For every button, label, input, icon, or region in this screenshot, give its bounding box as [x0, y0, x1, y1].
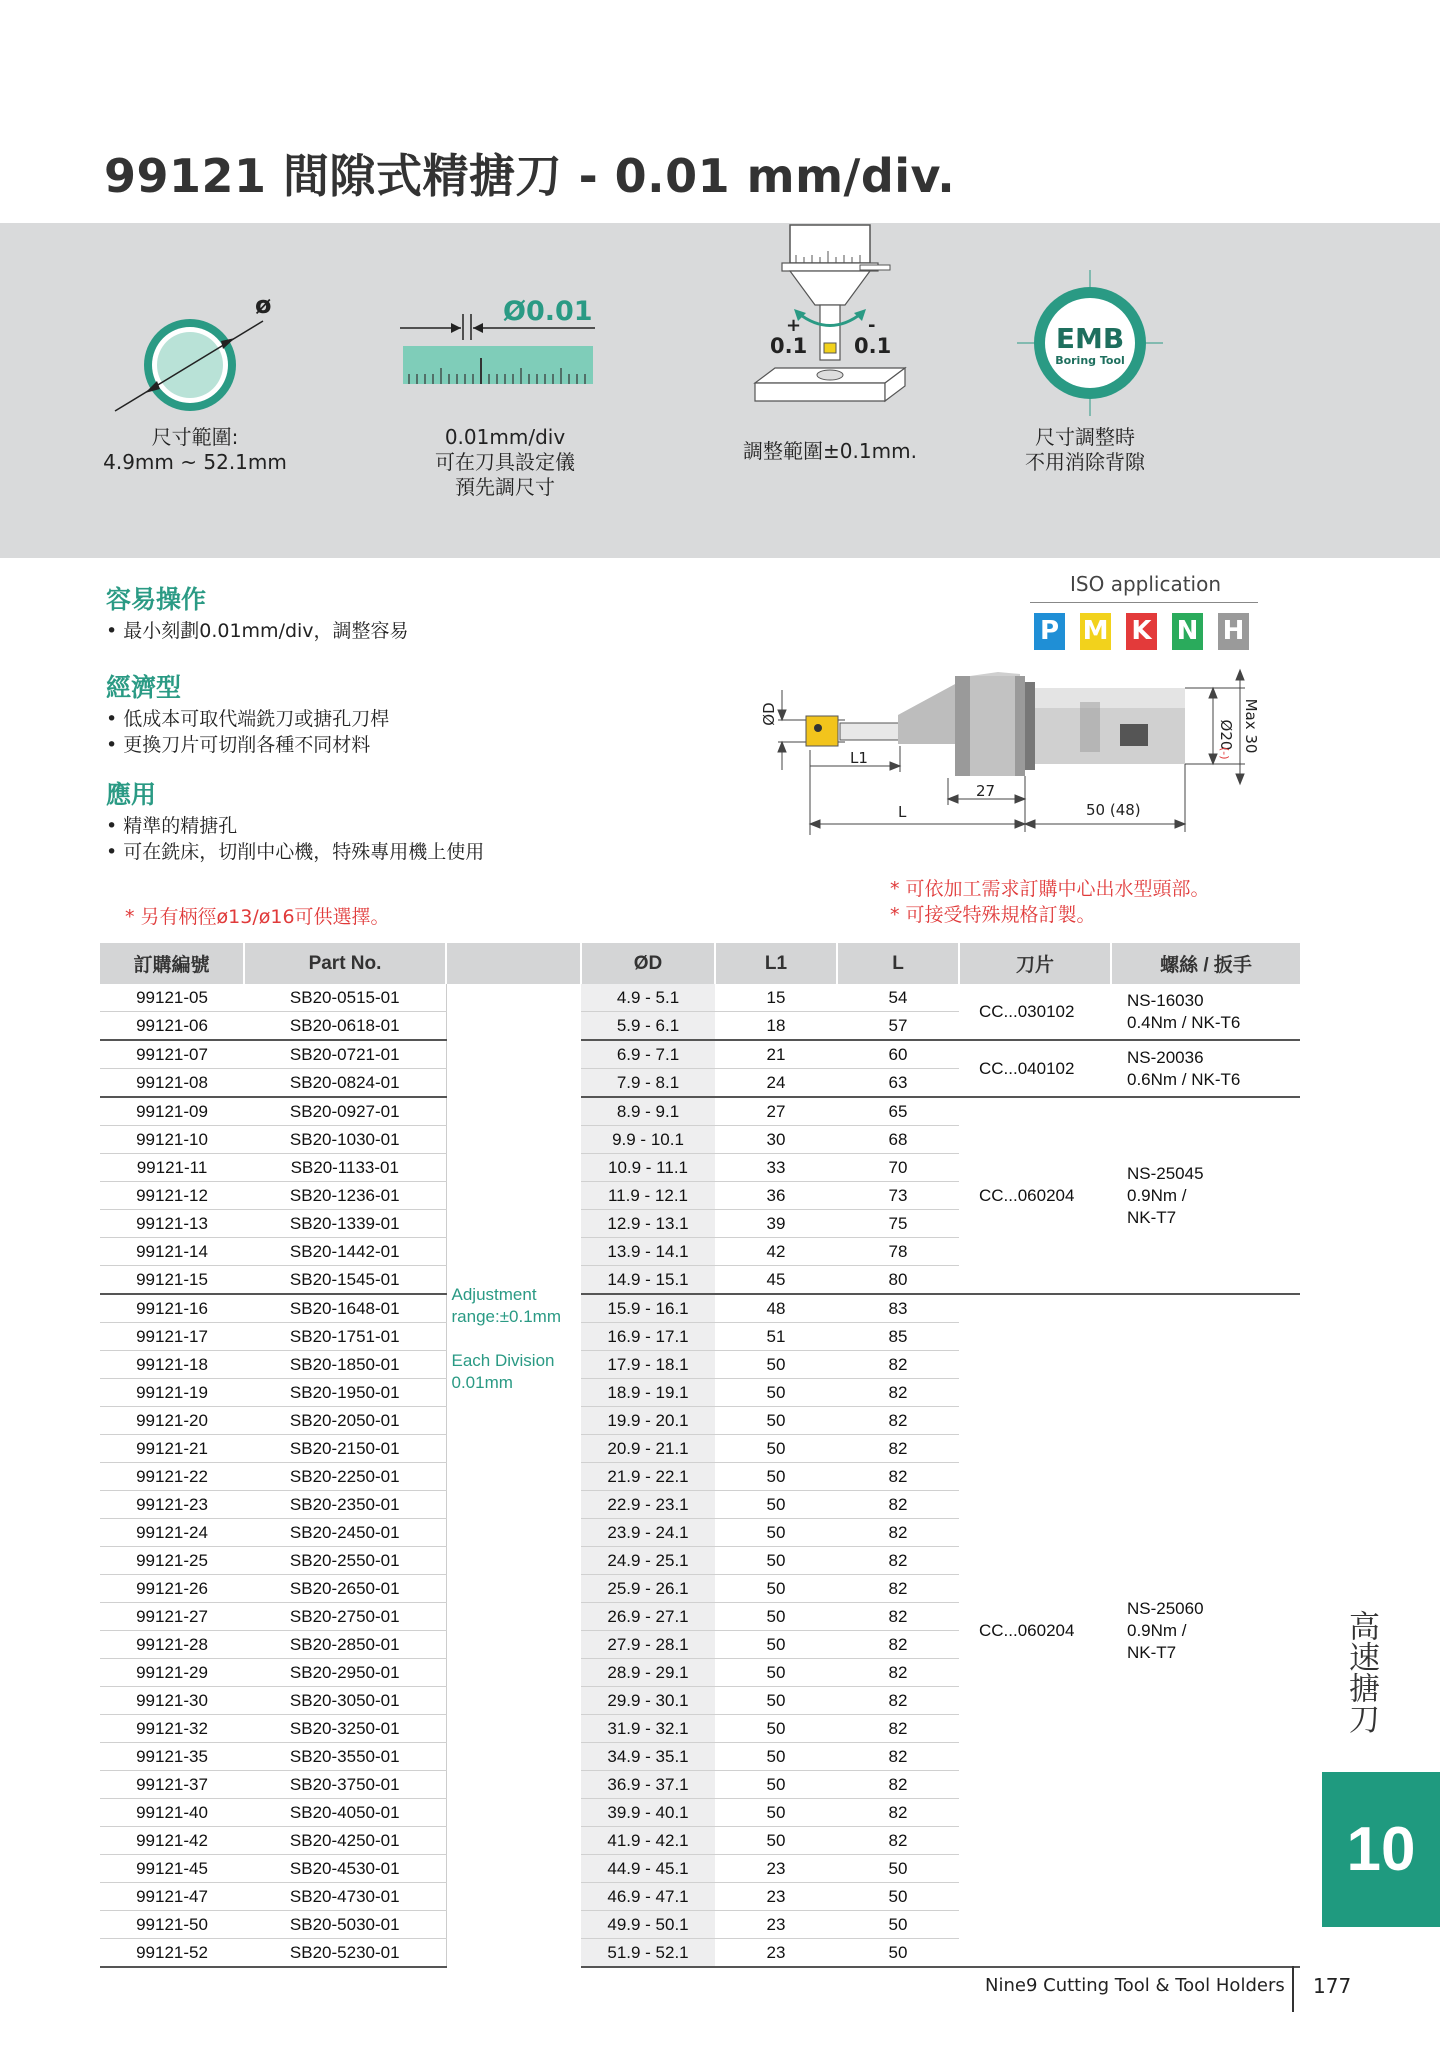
- l-cell: 78: [837, 1238, 959, 1266]
- order-no-cell: 99121-35: [100, 1743, 244, 1771]
- order-no-cell: 99121-47: [100, 1883, 244, 1911]
- iso-grade-h: H: [1218, 613, 1249, 650]
- order-no-cell: 99121-12: [100, 1182, 244, 1210]
- part-no-cell: SB20-1545-01: [244, 1266, 446, 1295]
- od-cell: 26.9 - 27.1: [581, 1603, 715, 1631]
- col-l1: L1: [715, 943, 837, 984]
- part-no-cell: SB20-1950-01: [244, 1379, 446, 1407]
- l1-cell: 50: [715, 1631, 837, 1659]
- od-cell: 23.9 - 24.1: [581, 1519, 715, 1547]
- feature-list-economy: • 低成本可取代端銑刀或搪孔刀桿 • 更換刀片可切削各種不同材料: [106, 708, 390, 756]
- chapter-number: 10: [1322, 1772, 1440, 1927]
- screw-wrench-cell: NS-16030 0.4Nm / NK-T6: [1111, 984, 1300, 1040]
- od-cell: 25.9 - 26.1: [581, 1575, 715, 1603]
- l-cell: 68: [837, 1126, 959, 1154]
- l1-cell: 18: [715, 1012, 837, 1041]
- footer-divider: [1292, 1966, 1294, 2012]
- order-no-cell: 99121-42: [100, 1827, 244, 1855]
- col-screw-wrench: 螺絲 / 扳手: [1111, 943, 1300, 984]
- order-no-cell: 99121-07: [100, 1040, 244, 1069]
- page-number: 177: [1313, 1974, 1352, 1998]
- l1-cell: 50: [715, 1407, 837, 1435]
- feature-heading-economy: 經濟型: [106, 673, 182, 702]
- order-no-cell: 99121-37: [100, 1771, 244, 1799]
- drawing-l1-label: L1: [850, 749, 868, 767]
- feature-list-easy: • 最小刻劃0.01mm/div，調整容易: [106, 620, 409, 642]
- part-no-cell: SB20-3250-01: [244, 1715, 446, 1743]
- part-no-cell: SB20-3050-01: [244, 1687, 446, 1715]
- screw-wrench-cell: NS-25045 0.9Nm / NK-T7: [1111, 1097, 1300, 1294]
- od-cell: 10.9 - 11.1: [581, 1154, 715, 1182]
- l-cell: 82: [837, 1827, 959, 1855]
- part-no-cell: SB20-2950-01: [244, 1659, 446, 1687]
- od-cell: 14.9 - 15.1: [581, 1266, 715, 1295]
- l1-cell: 23: [715, 1855, 837, 1883]
- l-cell: 82: [837, 1379, 959, 1407]
- iso-grade-n: N: [1172, 613, 1203, 650]
- part-no-cell: SB20-0618-01: [244, 1012, 446, 1041]
- part-no-cell: SB20-3550-01: [244, 1743, 446, 1771]
- od-cell: 22.9 - 23.1: [581, 1491, 715, 1519]
- part-no-cell: SB20-4050-01: [244, 1799, 446, 1827]
- footer-brand: Nine9 Cutting Tool & Tool Holders: [985, 1975, 1285, 1996]
- part-no-cell: SB20-3750-01: [244, 1771, 446, 1799]
- od-cell: 44.9 - 45.1: [581, 1855, 715, 1883]
- l-cell: 63: [837, 1069, 959, 1098]
- od-cell: 12.9 - 13.1: [581, 1210, 715, 1238]
- part-no-cell: SB20-2450-01: [244, 1519, 446, 1547]
- part-no-cell: SB20-1339-01: [244, 1210, 446, 1238]
- l1-cell: 15: [715, 984, 837, 1012]
- l-cell: 65: [837, 1097, 959, 1126]
- order-no-cell: 99121-45: [100, 1855, 244, 1883]
- order-no-cell: 99121-24: [100, 1519, 244, 1547]
- size-range-caption: 尺寸範圍: 4.9mm ~ 52.1mm: [103, 425, 287, 474]
- part-no-cell: SB20-0721-01: [244, 1040, 446, 1069]
- order-no-cell: 99121-28: [100, 1631, 244, 1659]
- od-cell: 17.9 - 18.1: [581, 1351, 715, 1379]
- od-cell: 6.9 - 7.1: [581, 1040, 715, 1069]
- od-cell: 8.9 - 9.1: [581, 1097, 715, 1126]
- od-cell: 24.9 - 25.1: [581, 1547, 715, 1575]
- l1-cell: 50: [715, 1743, 837, 1771]
- custom-notes: * 可依加工需求訂購中心出水型頭部。 * 可接受特殊規格訂製。: [890, 878, 1210, 926]
- part-no-cell: SB20-2850-01: [244, 1631, 446, 1659]
- l-cell: 83: [837, 1294, 959, 1323]
- insert-cell: CC...060204: [959, 1294, 1111, 1967]
- order-no-cell: 99121-23: [100, 1491, 244, 1519]
- order-no-cell: 99121-15: [100, 1266, 244, 1295]
- l-cell: 82: [837, 1659, 959, 1687]
- order-no-cell: 99121-08: [100, 1069, 244, 1098]
- part-no-cell: SB20-2650-01: [244, 1575, 446, 1603]
- l-cell: 82: [837, 1519, 959, 1547]
- od-cell: 31.9 - 32.1: [581, 1715, 715, 1743]
- minus-range: 0.1: [770, 334, 808, 358]
- od-cell: 13.9 - 14.1: [581, 1238, 715, 1266]
- l1-cell: 51: [715, 1323, 837, 1351]
- od-cell: 27.9 - 28.1: [581, 1631, 715, 1659]
- backlash-caption: 尺寸調整時 不用消除背隙: [1025, 425, 1145, 474]
- part-no-cell: SB20-0927-01: [244, 1097, 446, 1126]
- part-no-cell: SB20-2150-01: [244, 1435, 446, 1463]
- table-row: [100, 1040, 1300, 1069]
- od-cell: 16.9 - 17.1: [581, 1323, 715, 1351]
- part-no-cell: SB20-1442-01: [244, 1238, 446, 1266]
- insert-cell: CC...060204: [959, 1097, 1111, 1294]
- l1-cell: 23: [715, 1939, 837, 1968]
- part-no-cell: SB20-4530-01: [244, 1855, 446, 1883]
- l-cell: 54: [837, 984, 959, 1012]
- od-cell: 49.9 - 50.1: [581, 1911, 715, 1939]
- order-no-cell: 99121-18: [100, 1351, 244, 1379]
- feature-list-application: • 精準的精搪孔 • 可在銑床，切削中心機，特殊專用機上使用: [106, 815, 485, 863]
- emb-logo-icon: [1015, 268, 1165, 418]
- l1-cell: 23: [715, 1911, 837, 1939]
- order-no-cell: 99121-22: [100, 1463, 244, 1491]
- part-no-cell: SB20-2250-01: [244, 1463, 446, 1491]
- l-cell: 50: [837, 1855, 959, 1883]
- col-od: ØD: [581, 943, 715, 984]
- order-no-cell: 99121-19: [100, 1379, 244, 1407]
- l-cell: 50: [837, 1911, 959, 1939]
- od-cell: 18.9 - 19.1: [581, 1379, 715, 1407]
- division-caption: 0.01mm/div 可在刀具設定儀 預先調尺寸: [435, 425, 575, 499]
- l-cell: 82: [837, 1351, 959, 1379]
- col-insert: 刀片: [959, 943, 1111, 984]
- l1-cell: 50: [715, 1463, 837, 1491]
- drawing-27-label: 27: [976, 782, 996, 800]
- table-row: [100, 984, 1300, 1012]
- l-cell: 82: [837, 1547, 959, 1575]
- diameter-ring-icon: [105, 283, 285, 423]
- part-no-cell: SB20-1850-01: [244, 1351, 446, 1379]
- order-no-cell: 99121-40: [100, 1799, 244, 1827]
- part-no-cell: SB20-1236-01: [244, 1182, 446, 1210]
- order-no-cell: 99121-17: [100, 1323, 244, 1351]
- l-cell: 70: [837, 1154, 959, 1182]
- emb-logo-sub: Boring Tool: [1055, 354, 1125, 367]
- table-row: [100, 1097, 1300, 1126]
- l1-cell: 27: [715, 1097, 837, 1126]
- part-no-cell: SB20-1648-01: [244, 1294, 446, 1323]
- order-no-cell: 99121-13: [100, 1210, 244, 1238]
- l-cell: 82: [837, 1631, 959, 1659]
- order-no-cell: 99121-09: [100, 1097, 244, 1126]
- part-no-cell: SB20-2350-01: [244, 1491, 446, 1519]
- l-cell: 82: [837, 1743, 959, 1771]
- part-no-cell: SB20-4730-01: [244, 1883, 446, 1911]
- l1-cell: 50: [715, 1659, 837, 1687]
- screw-wrench-cell: NS-20036 0.6Nm / NK-T6: [1111, 1040, 1300, 1097]
- od-cell: 28.9 - 29.1: [581, 1659, 715, 1687]
- iso-grade-k: K: [1126, 613, 1157, 650]
- l-cell: 73: [837, 1182, 959, 1210]
- l-cell: 75: [837, 1210, 959, 1238]
- l-cell: 82: [837, 1715, 959, 1743]
- order-no-cell: 99121-11: [100, 1154, 244, 1182]
- od-cell: 29.9 - 30.1: [581, 1687, 715, 1715]
- part-no-cell: SB20-1030-01: [244, 1126, 446, 1154]
- diameter-symbol: ø: [255, 291, 272, 319]
- side-chapter-label: 高速搪刀: [1343, 1610, 1379, 1734]
- adjustment-tool-icon: [740, 223, 930, 423]
- l1-cell: 30: [715, 1126, 837, 1154]
- insert-cell: CC...030102: [959, 984, 1111, 1040]
- feature-banner: [0, 223, 1440, 558]
- spec-table: [100, 943, 1300, 1968]
- table-row: [100, 1294, 1300, 1323]
- order-no-cell: 99121-50: [100, 1911, 244, 1939]
- iso-grade-m: M: [1080, 613, 1111, 650]
- l-cell: 82: [837, 1771, 959, 1799]
- l-cell: 82: [837, 1799, 959, 1827]
- col-l: L: [837, 943, 959, 984]
- od-cell: 5.9 - 6.1: [581, 1012, 715, 1041]
- iso-divider: [1030, 602, 1258, 603]
- col-order-no: 訂購編號: [100, 943, 244, 984]
- l1-cell: 50: [715, 1603, 837, 1631]
- order-no-cell: 99121-10: [100, 1126, 244, 1154]
- adjust-range-caption: 調整範圍±0.1mm.: [743, 439, 917, 463]
- l-cell: 80: [837, 1266, 959, 1295]
- feature-heading-easy: 容易操作: [106, 585, 207, 614]
- col-part-no: Part No.: [244, 943, 446, 984]
- feature-heading-application: 應用: [106, 780, 157, 809]
- emb-logo-text: EMB: [1055, 322, 1125, 355]
- od-cell: 51.9 - 52.1: [581, 1939, 715, 1968]
- part-no-cell: SB20-1133-01: [244, 1154, 446, 1182]
- od-cell: 21.9 - 22.1: [581, 1463, 715, 1491]
- l1-cell: 50: [715, 1351, 837, 1379]
- page-title: 99121 間隙式精搪刀 - 0.01 mm/div.: [104, 149, 956, 203]
- od-cell: 7.9 - 8.1: [581, 1069, 715, 1098]
- od-cell: 41.9 - 42.1: [581, 1827, 715, 1855]
- l1-cell: 45: [715, 1266, 837, 1295]
- od-cell: 20.9 - 21.1: [581, 1435, 715, 1463]
- l1-cell: 24: [715, 1069, 837, 1098]
- table-header-row: [100, 943, 1300, 984]
- od-cell: 36.9 - 37.1: [581, 1771, 715, 1799]
- l1-cell: 50: [715, 1435, 837, 1463]
- l1-cell: 48: [715, 1294, 837, 1323]
- iso-grade-p: P: [1034, 613, 1065, 650]
- l1-cell: 50: [715, 1547, 837, 1575]
- part-no-cell: SB20-2750-01: [244, 1603, 446, 1631]
- order-no-cell: 99121-29: [100, 1659, 244, 1687]
- drawing-l-label: L: [898, 803, 907, 821]
- od-cell: 46.9 - 47.1: [581, 1883, 715, 1911]
- l-cell: 82: [837, 1407, 959, 1435]
- drawing-od-label: ØD: [760, 702, 778, 726]
- part-no-cell: SB20-5030-01: [244, 1911, 446, 1939]
- order-no-cell: 99121-52: [100, 1939, 244, 1968]
- l-cell: 82: [837, 1463, 959, 1491]
- plus-range: 0.1: [854, 334, 892, 358]
- l1-cell: 50: [715, 1715, 837, 1743]
- od-cell: 15.9 - 16.1: [581, 1294, 715, 1323]
- l-cell: 82: [837, 1603, 959, 1631]
- l-cell: 50: [837, 1883, 959, 1911]
- part-no-cell: SB20-5230-01: [244, 1939, 446, 1968]
- l-cell: 60: [837, 1040, 959, 1069]
- tool-drawing: [740, 660, 1280, 850]
- adjustment-note-cell: Adjustment range:±0.1mm Each Division 0.01mm: [451, 1285, 561, 1392]
- l1-cell: 50: [715, 1575, 837, 1603]
- od-cell: 39.9 - 40.1: [581, 1799, 715, 1827]
- l1-cell: 39: [715, 1210, 837, 1238]
- l-cell: 57: [837, 1012, 959, 1041]
- od-cell: 19.9 - 20.1: [581, 1407, 715, 1435]
- order-no-cell: 99121-27: [100, 1603, 244, 1631]
- l1-cell: 50: [715, 1771, 837, 1799]
- iso-label: ISO application: [1070, 572, 1222, 596]
- part-no-cell: SB20-2550-01: [244, 1547, 446, 1575]
- part-no-cell: SB20-2050-01: [244, 1407, 446, 1435]
- l-cell: 82: [837, 1575, 959, 1603]
- l-cell: 50: [837, 1939, 959, 1968]
- l-cell: 85: [837, 1323, 959, 1351]
- col-adjustment: [446, 943, 581, 984]
- plus-sign: +: [786, 315, 802, 336]
- order-no-cell: 99121-20: [100, 1407, 244, 1435]
- order-no-cell: 99121-06: [100, 1012, 244, 1041]
- shank-note: * 另有柄徑ø13/ø16可供選擇。: [125, 906, 390, 928]
- screw-wrench-cell: NS-25060 0.9Nm / NK-T7: [1111, 1294, 1300, 1967]
- l1-cell: 21: [715, 1040, 837, 1069]
- l1-cell: 50: [715, 1687, 837, 1715]
- order-no-cell: 99121-32: [100, 1715, 244, 1743]
- order-no-cell: 99121-21: [100, 1435, 244, 1463]
- l1-cell: 36: [715, 1182, 837, 1210]
- order-no-cell: 99121-14: [100, 1238, 244, 1266]
- order-no-cell: 99121-30: [100, 1687, 244, 1715]
- l-cell: 82: [837, 1491, 959, 1519]
- part-no-cell: SB20-0515-01: [244, 984, 446, 1012]
- insert-cell: CC...040102: [959, 1040, 1111, 1097]
- l1-cell: 50: [715, 1491, 837, 1519]
- part-no-cell: SB20-4250-01: [244, 1827, 446, 1855]
- od-cell: 4.9 - 5.1: [581, 984, 715, 1012]
- drawing-shank-tol: (-): [1218, 747, 1231, 760]
- drawing-shank-label: Ø20: [1217, 719, 1235, 751]
- order-no-cell: 99121-05: [100, 984, 244, 1012]
- order-no-cell: 99121-26: [100, 1575, 244, 1603]
- l1-cell: 50: [715, 1827, 837, 1855]
- order-no-cell: 99121-25: [100, 1547, 244, 1575]
- part-no-cell: SB20-0824-01: [244, 1069, 446, 1098]
- order-no-cell: 99121-16: [100, 1294, 244, 1323]
- l1-cell: 33: [715, 1154, 837, 1182]
- l1-cell: 50: [715, 1519, 837, 1547]
- l1-cell: 50: [715, 1799, 837, 1827]
- od-cell: 9.9 - 10.1: [581, 1126, 715, 1154]
- od-cell: 11.9 - 12.1: [581, 1182, 715, 1210]
- part-no-cell: SB20-1751-01: [244, 1323, 446, 1351]
- od-cell: 34.9 - 35.1: [581, 1743, 715, 1771]
- division-label: Ø0.01: [503, 296, 593, 327]
- minus-sign: -: [868, 315, 876, 336]
- drawing-max-label: Max 30: [1242, 698, 1260, 754]
- l-cell: 82: [837, 1435, 959, 1463]
- scale-ruler-icon: [395, 288, 605, 408]
- drawing-50-label: 50 (48): [1086, 801, 1141, 819]
- l1-cell: 23: [715, 1883, 837, 1911]
- l1-cell: 42: [715, 1238, 837, 1266]
- l1-cell: 50: [715, 1379, 837, 1407]
- l-cell: 82: [837, 1687, 959, 1715]
